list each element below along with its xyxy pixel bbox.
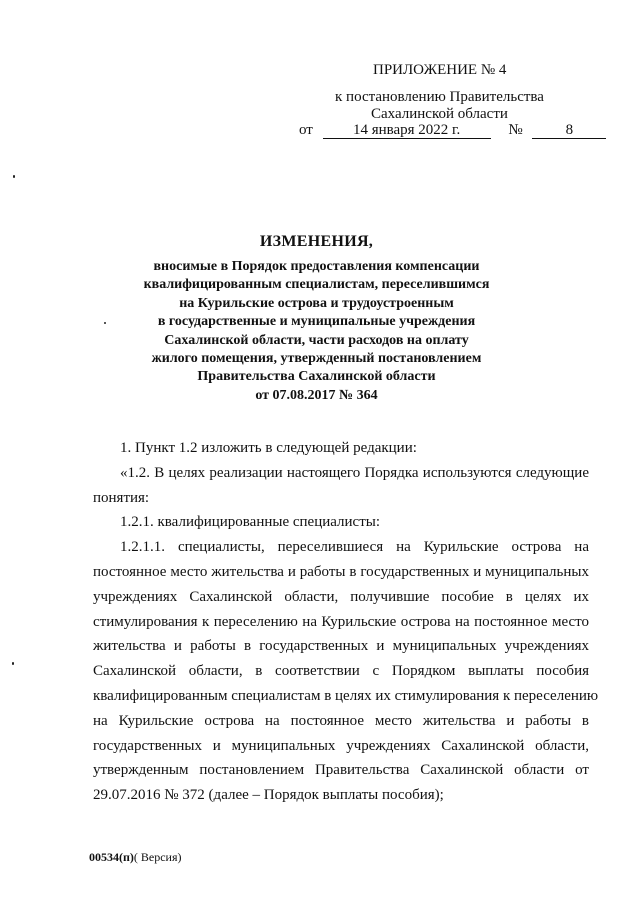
- document-title: ИЗМЕНЕНИЯ,: [259, 233, 374, 250]
- decree-date: 14 января 2022 г.: [323, 122, 491, 139]
- scan-speck: [12, 662, 14, 665]
- paragraph-line: постоянное место жительства и работы в государственных и муниципальных: [93, 563, 589, 580]
- annex-line-1: к постановлению Правительства: [335, 89, 544, 105]
- decree-number: 8: [532, 122, 606, 139]
- from-label: от: [299, 122, 313, 138]
- paragraph-1: 1. Пункт 1.2 изложить в следующей редакции:: [120, 440, 417, 456]
- paragraph-3: 1.2.1. квалифицированные специалисты:: [120, 514, 381, 531]
- paragraph-line: учреждениях Сахалинской области, получившие пособие в целях их: [93, 588, 589, 605]
- paragraph-line: Сахалинской области, в соответствии с Порядком выплаты пособия: [93, 663, 589, 680]
- subtitle-line: на Курильские острова и трудоустроенным: [179, 295, 454, 311]
- paragraph-line: на Курильские острова на постоянное место жительства и работы в: [93, 712, 589, 729]
- document-subtitle: [0, 258, 633, 405]
- decree-date-row: [299, 122, 606, 139]
- scan-speck: [104, 322, 106, 324]
- document-version: ( Версия): [133, 850, 182, 864]
- footer: [89, 850, 182, 865]
- annex-line-2: Сахалинской области: [371, 106, 508, 122]
- annex-title: ПРИЛОЖЕНИЕ № 4: [373, 62, 507, 78]
- number-label: №: [508, 122, 523, 138]
- document-code: 00534(п): [89, 850, 134, 864]
- subtitle-line: в государственные и муниципальные учреждения: [157, 314, 476, 330]
- paragraph-line: стимулирования к переселению на Курильские острова на постоянное место: [93, 613, 589, 630]
- subtitle-line: квалифицированным специалистам, переселившимся: [143, 277, 490, 293]
- scan-speck: [13, 175, 15, 178]
- subtitle-line: жилого помещения, утвержденный постановлением: [151, 351, 482, 367]
- subtitle-line: вносимые в Порядок предоставления компенсации: [153, 259, 480, 274]
- document-body: [93, 436, 599, 808]
- paragraph-4: [93, 535, 599, 808]
- subtitle-line: Правительства Сахалинской области: [197, 369, 436, 385]
- paragraph-line: квалифицированным специалистам в целях их стимулирования к переселению: [93, 687, 599, 704]
- paragraph-line: 1.2.1.1. специалисты, переселившиеся на Курильские острова на: [120, 539, 589, 556]
- paragraph-line: жительства и работы в государственных и муниципальных учреждениях: [93, 638, 589, 655]
- paragraph-2: «1.2. В целях реализации настоящего Порядка используются следующие понятия:: [93, 464, 589, 506]
- subtitle-line: Сахалинской области, части расходов на оплату: [164, 332, 469, 348]
- paragraph-line: утвержденным постановлением Правительства Сахалинской области от: [93, 762, 589, 779]
- paragraph-line: 29.07.2016 № 372 (далее – Порядок выплаты пособия);: [93, 787, 444, 804]
- paragraph-line: государственных и муниципальных учреждениях Сахалинской области,: [93, 737, 589, 754]
- subtitle-line: от 07.08.2017 № 364: [255, 387, 378, 403]
